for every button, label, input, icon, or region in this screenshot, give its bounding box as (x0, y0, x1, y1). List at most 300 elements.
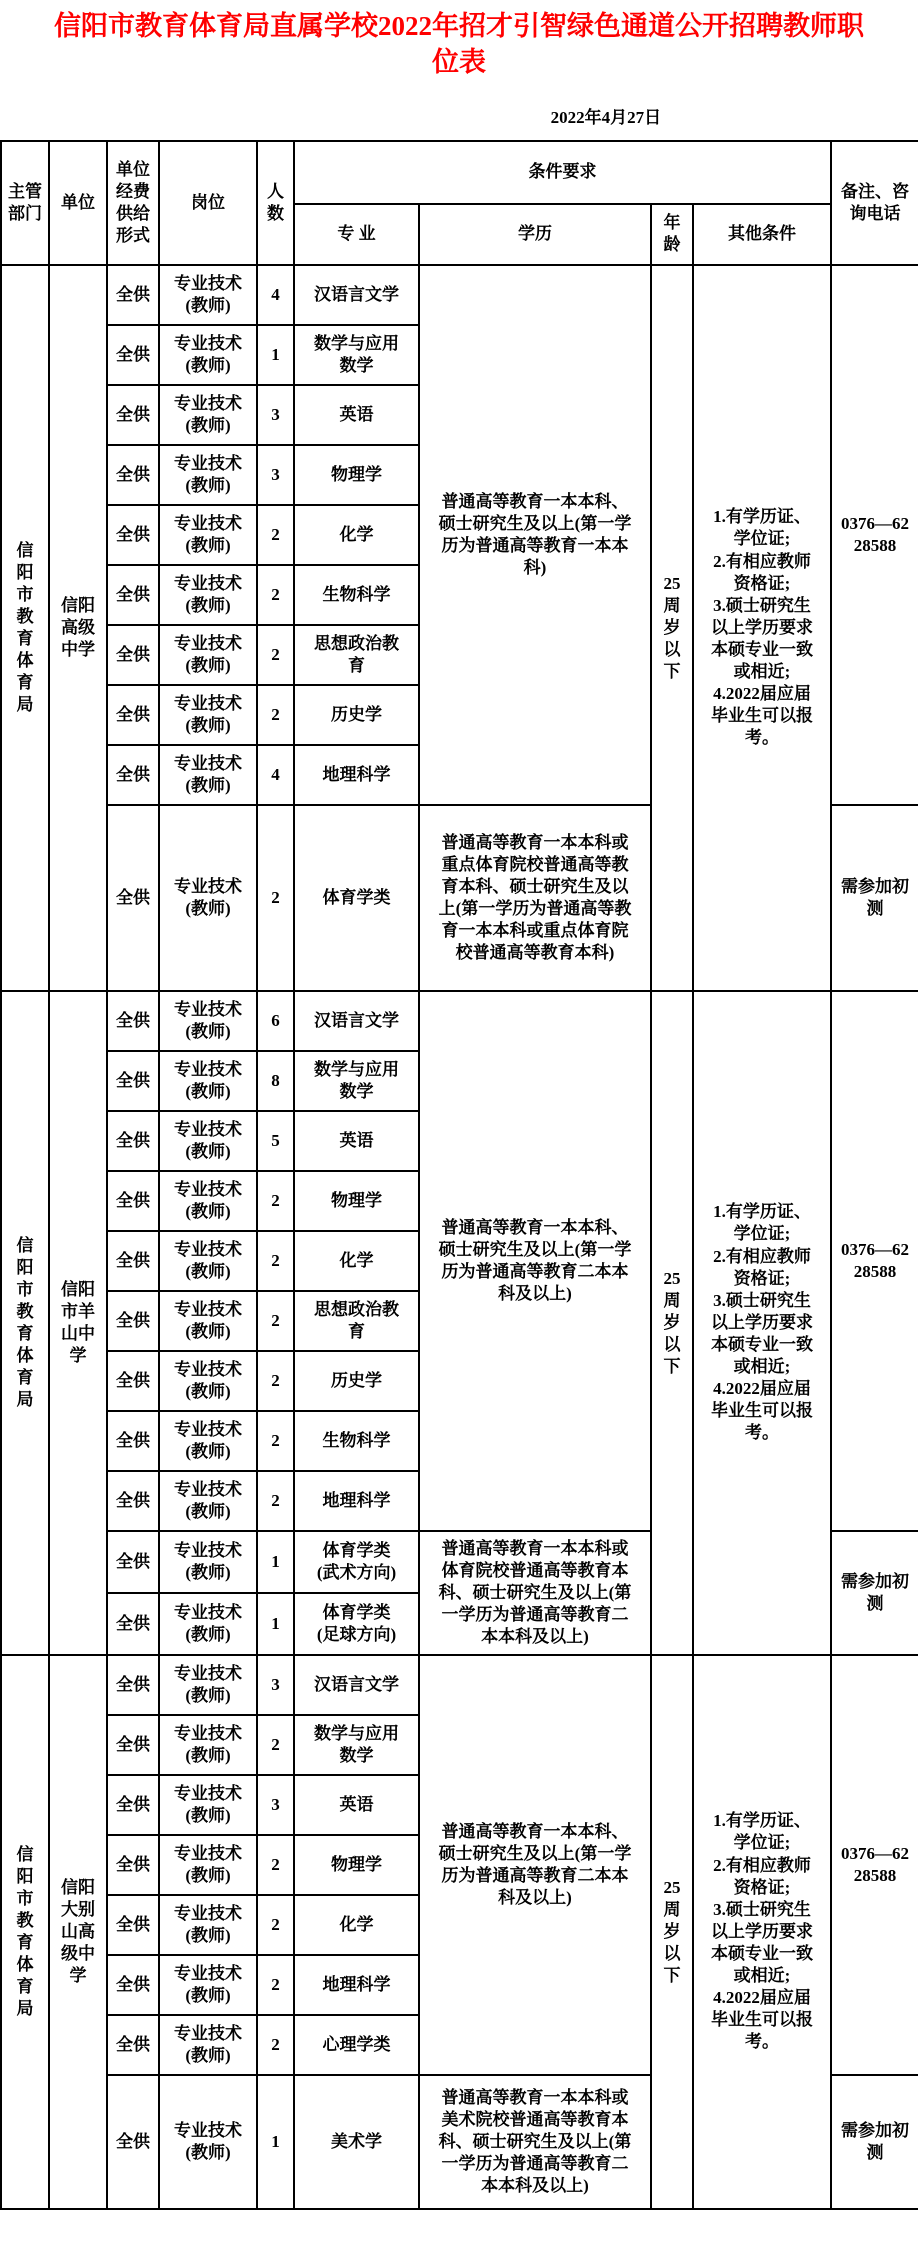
cell-post-text: 专业技术(教师) (174, 1419, 242, 1461)
cell-education (419, 1655, 651, 2075)
cell-major (294, 1231, 419, 1291)
cell-post-text: 专业技术(教师) (174, 1602, 242, 1644)
col-header-age-text: 年龄 (663, 213, 681, 255)
cell-funding-text: 全供 (116, 344, 150, 364)
cell-education (419, 805, 651, 991)
condition-line: 考。 (745, 1423, 779, 1443)
cell-post-text: 专业技术(教师) (174, 633, 242, 675)
table-row (1, 1655, 918, 1715)
cell-count (257, 505, 294, 565)
cell-post (159, 1835, 257, 1895)
cell-major (294, 1531, 419, 1593)
cell-major (294, 1593, 419, 1655)
cell-post-text: 专业技术(教师) (174, 1540, 242, 1582)
cell-count-text: 1 (271, 2131, 280, 2151)
cell-funding (107, 1955, 159, 2015)
cell-post (159, 1531, 257, 1593)
cell-funding-text: 全供 (116, 1310, 150, 1330)
cell-major-text: 思想政治教育 (314, 633, 399, 675)
cell-other-conditions-text (704, 1201, 820, 1444)
cell-post (159, 505, 257, 565)
cell-major-text: 心理学类 (322, 2034, 391, 2054)
cell-education (419, 1531, 651, 1655)
cell-funding-text: 全供 (116, 764, 150, 784)
cell-major-text: 化学 (339, 524, 374, 544)
cell-count (257, 991, 294, 1051)
cell-major-text: 地理科学 (322, 1490, 391, 1510)
cell-count-text: 2 (271, 1734, 280, 1754)
cell-count (257, 1411, 294, 1471)
cell-count-text: 2 (271, 704, 280, 724)
cell-major (294, 1775, 419, 1835)
cell-count-text: 2 (271, 1190, 280, 1210)
cell-major (294, 685, 419, 745)
cell-unit-text: 信阳市羊山中学 (61, 1279, 95, 1365)
cell-funding (107, 1351, 159, 1411)
cell-major (294, 325, 419, 385)
cell-funding (107, 445, 159, 505)
cell-post-text: 专业技术(教师) (174, 333, 242, 375)
cell-post-text: 专业技术(教师) (174, 273, 242, 315)
cell-funding-text: 全供 (116, 1674, 150, 1694)
cell-funding (107, 745, 159, 805)
cell-major-text: 思想政治教育 (314, 1299, 399, 1341)
cell-major (294, 1051, 419, 1111)
cell-funding-text: 全供 (116, 704, 150, 724)
cell-major-text: 英语 (339, 1130, 374, 1150)
cell-post-text: 专业技术(教师) (174, 1783, 242, 1825)
cell-major (294, 1835, 419, 1895)
cell-funding (107, 385, 159, 445)
cell-major (294, 565, 419, 625)
cell-count-text: 6 (271, 1010, 280, 1030)
condition-line: 3.硕士研究生 (713, 1899, 811, 1919)
cell-major-text: 生物科学 (322, 584, 391, 604)
col-header-other-text: 其他条件 (728, 224, 796, 244)
cell-count (257, 1593, 294, 1655)
cell-post-text: 专业技术(教师) (174, 1239, 242, 1281)
cell-post (159, 1715, 257, 1775)
cell-funding (107, 1471, 159, 1531)
cell-count (257, 445, 294, 505)
cell-unit (49, 991, 107, 1655)
col-header-unit (49, 141, 107, 265)
col-header-dept (1, 141, 49, 265)
cell-education-text: 普通高等教育一本本科或重点体育院校普通高等教育本科、硕士研究生及以上(第一学历为普通高等教育一本本科或重点体育院校普通高等教育本科) (438, 832, 632, 963)
condition-line: 毕业生可以报 (711, 706, 813, 726)
cell-funding-text: 全供 (116, 1974, 150, 1994)
cell-count (257, 1895, 294, 1955)
cell-education-text: 普通高等教育一本本科、硕士研究生及以上(第一学历为普通高等教育一本本科) (438, 491, 632, 577)
cell-age-text: 25周岁以下 (663, 1268, 681, 1377)
cell-funding-text: 全供 (116, 404, 150, 424)
cell-post-text: 专业技术(教师) (174, 393, 242, 435)
cell-funding-text: 全供 (116, 1070, 150, 1090)
cell-funding (107, 991, 159, 1051)
cell-funding (107, 2075, 159, 2209)
cell-funding-text: 全供 (116, 2034, 150, 2054)
positions-tbody (1, 265, 918, 2209)
condition-line: 2.有相应教师 (713, 1246, 811, 1266)
cell-count (257, 1231, 294, 1291)
cell-funding (107, 1775, 159, 1835)
cell-count (257, 1291, 294, 1351)
cell-post (159, 991, 257, 1051)
cell-post-text: 专业技术(教师) (174, 453, 242, 495)
cell-funding-text: 全供 (116, 524, 150, 544)
cell-funding (107, 1231, 159, 1291)
cell-post (159, 1655, 257, 1715)
cell-funding (107, 505, 159, 565)
cell-funding-text: 全供 (116, 1010, 150, 1030)
cell-count-text: 3 (271, 1674, 280, 1694)
cell-count (257, 565, 294, 625)
cell-education (419, 265, 651, 805)
cell-major (294, 385, 419, 445)
cell-dept (1, 1655, 49, 2209)
cell-post (159, 1593, 257, 1655)
cell-funding-text: 全供 (116, 1370, 150, 1390)
condition-line: 3.硕士研究生 (713, 595, 811, 615)
cell-count (257, 1111, 294, 1171)
table-row (1, 265, 918, 325)
condition-line: 毕业生可以报 (711, 1401, 813, 1421)
cell-major (294, 2075, 419, 2209)
cell-major (294, 445, 419, 505)
cell-major-text: 物理学 (331, 464, 382, 484)
cell-education-text: 普通高等教育一本本科或体育院校普通高等教育本科、硕士研究生及以上(第一学历为普通高等教育二本本科及以上) (438, 1538, 632, 1647)
cell-post (159, 1351, 257, 1411)
cell-post (159, 625, 257, 685)
cell-unit-text: 信阳高级中学 (61, 595, 95, 659)
cell-funding-text: 全供 (116, 1130, 150, 1150)
cell-major (294, 1715, 419, 1775)
cell-major (294, 625, 419, 685)
cell-funding-text: 全供 (116, 644, 150, 664)
date-line: 2022年4月27日 (550, 107, 662, 127)
cell-funding (107, 2015, 159, 2075)
cell-funding-text: 全供 (116, 1794, 150, 1814)
cell-funding (107, 1895, 159, 1955)
cell-remark (831, 1531, 918, 1655)
cell-remark (831, 2075, 918, 2209)
cell-funding (107, 1171, 159, 1231)
cell-post-text: 专业技术(教师) (174, 1663, 242, 1705)
cell-funding (107, 1051, 159, 1111)
job-table (0, 140, 918, 2210)
cell-major (294, 505, 419, 565)
cell-post-text: 专业技术(教师) (174, 1179, 242, 1221)
cell-major-text: 数学与应用数学 (314, 1723, 399, 1765)
cell-post (159, 1895, 257, 1955)
cell-remark (831, 265, 918, 805)
cell-dept (1, 265, 49, 991)
condition-line: 以上学历要求 (711, 1921, 813, 1941)
cell-post (159, 1411, 257, 1471)
col-header-dept-text: 主管部门 (8, 181, 42, 223)
cell-count-text: 5 (271, 1130, 280, 1150)
cell-post-text: 专业技术(教师) (174, 1843, 242, 1885)
cell-count (257, 325, 294, 385)
cell-count (257, 1351, 294, 1411)
cell-count-text: 8 (271, 1070, 280, 1090)
col-header-requirements-text: 条件要求 (528, 162, 597, 182)
cell-dept-text: 信阳市教育体育局 (16, 540, 34, 715)
cell-post-text: 专业技术(教师) (174, 999, 242, 1041)
cell-unit (49, 265, 107, 991)
cell-count (257, 1531, 294, 1593)
cell-funding-text: 全供 (116, 1551, 150, 1571)
cell-post (159, 685, 257, 745)
cell-major-text: 物理学 (331, 1190, 382, 1210)
cell-age-text: 25周岁以下 (663, 1877, 681, 1986)
cell-post-text: 专业技术(教师) (174, 693, 242, 735)
condition-line: 2.有相应教师 (713, 551, 811, 571)
cell-funding (107, 805, 159, 991)
condition-line: 或相近; (733, 1966, 791, 1986)
cell-post-text: 专业技术(教师) (174, 2120, 242, 2162)
col-header-major (294, 204, 419, 265)
cell-other-conditions (693, 991, 831, 1655)
cell-funding-text: 全供 (116, 1854, 150, 1874)
cell-remark-text: 需参加初测 (841, 1571, 909, 1613)
cell-major-text: 英语 (339, 404, 374, 424)
cell-post-text: 专业技术(教师) (174, 1299, 242, 1341)
cell-remark (831, 805, 918, 991)
cell-funding (107, 1291, 159, 1351)
cell-funding-text: 全供 (116, 1430, 150, 1450)
cell-count-text: 2 (271, 524, 280, 544)
col-header-count-text: 人数 (267, 181, 284, 223)
cell-count (257, 1471, 294, 1531)
cell-count (257, 1655, 294, 1715)
cell-post-text: 专业技术(教师) (174, 753, 242, 795)
condition-line: 1.有学历证、 (713, 1811, 811, 1831)
cell-count-text: 4 (271, 764, 280, 784)
condition-line: 2.有相应教师 (713, 1855, 811, 1875)
condition-line: 资格证; (733, 1877, 791, 1897)
cell-post-text: 专业技术(教师) (174, 2023, 242, 2065)
cell-post-text: 专业技术(教师) (174, 1723, 242, 1765)
cell-dept-text: 信阳市教育体育局 (16, 1235, 34, 1410)
condition-line: 考。 (745, 728, 779, 748)
col-header-unit-text: 单位 (61, 192, 95, 212)
cell-other-conditions (693, 265, 831, 991)
cell-funding-text: 全供 (116, 1613, 150, 1633)
condition-line: 本硕专业一致 (711, 1943, 813, 1963)
condition-line: 考。 (745, 2032, 779, 2052)
cell-count (257, 385, 294, 445)
cell-funding (107, 1531, 159, 1593)
cell-funding-text: 全供 (116, 1490, 150, 1510)
cell-funding (107, 1593, 159, 1655)
cell-post (159, 1775, 257, 1835)
cell-count (257, 685, 294, 745)
cell-remark-text: 0376—6228588 (841, 1239, 909, 1281)
cell-major (294, 805, 419, 991)
cell-count-text: 2 (271, 1974, 280, 1994)
condition-line: 毕业生可以报 (711, 2010, 813, 2030)
cell-funding (107, 625, 159, 685)
cell-count-text: 2 (271, 1370, 280, 1390)
cell-post (159, 265, 257, 325)
table-row (1, 991, 918, 1051)
cell-count-text: 2 (271, 644, 280, 664)
cell-remark-text: 需参加初测 (841, 876, 909, 918)
cell-major-text: 英语 (339, 1794, 374, 1814)
condition-line: 本硕专业一致 (711, 1334, 813, 1354)
cell-major (294, 1351, 419, 1411)
cell-age (651, 265, 693, 991)
cell-major-text: 历史学 (331, 704, 382, 724)
condition-line: 学位证; (733, 529, 791, 549)
condition-line: 或相近; (733, 662, 791, 682)
cell-major (294, 1411, 419, 1471)
cell-post (159, 445, 257, 505)
cell-post (159, 1955, 257, 2015)
cell-major (294, 745, 419, 805)
cell-post (159, 1231, 257, 1291)
cell-funding-text: 全供 (116, 1190, 150, 1210)
cell-post (159, 1291, 257, 1351)
cell-major (294, 1471, 419, 1531)
cell-funding-text: 全供 (116, 584, 150, 604)
cell-count (257, 625, 294, 685)
cell-count (257, 1171, 294, 1231)
col-header-requirements (294, 141, 831, 204)
cell-funding (107, 1835, 159, 1895)
cell-major-text: 汉语言文学 (314, 284, 399, 304)
cell-post-text: 专业技术(教师) (174, 1119, 242, 1161)
cell-age-text: 25周岁以下 (663, 573, 681, 682)
cell-funding-text: 全供 (116, 1914, 150, 1934)
cell-post-text: 专业技术(教师) (174, 1479, 242, 1521)
cell-post (159, 565, 257, 625)
col-header-post (159, 141, 257, 265)
cell-major-text: 美术学 (331, 2131, 382, 2151)
cell-count-text: 2 (271, 1430, 280, 1450)
cell-other-conditions (693, 1655, 831, 2209)
cell-funding (107, 1715, 159, 1775)
cell-major (294, 265, 419, 325)
cell-major (294, 2015, 419, 2075)
cell-dept (1, 991, 49, 1655)
cell-major-text: 数学与应用数学 (314, 1059, 399, 1101)
cell-major-text: 地理科学 (322, 1974, 391, 1994)
cell-post (159, 805, 257, 991)
cell-funding-text: 全供 (116, 284, 150, 304)
condition-line: 3.硕士研究生 (713, 1290, 811, 1310)
cell-count-text: 1 (271, 1613, 280, 1633)
cell-funding (107, 325, 159, 385)
cell-count (257, 1955, 294, 2015)
cell-major (294, 1171, 419, 1231)
cell-post-text: 专业技术(教师) (174, 1059, 242, 1101)
cell-major (294, 1291, 419, 1351)
cell-count (257, 2075, 294, 2209)
cell-major (294, 991, 419, 1051)
condition-line: 1.有学历证、 (713, 1202, 811, 1222)
cell-funding (107, 565, 159, 625)
cell-funding (107, 1111, 159, 1171)
cell-major-text: 汉语言文学 (314, 1674, 399, 1694)
cell-remark-text: 0376—6228588 (841, 1843, 909, 1885)
condition-line: 学位证; (733, 1833, 791, 1853)
cell-education-text: 普通高等教育一本本科、硕士研究生及以上(第一学历为普通高等教育二本本科及以上) (438, 1821, 632, 1907)
cell-count-text: 3 (271, 464, 280, 484)
cell-major (294, 1655, 419, 1715)
cell-major-text: 体育学类 (322, 887, 391, 907)
cell-major-text: 物理学 (331, 1854, 382, 1874)
col-header-age (651, 204, 693, 265)
col-header-count (257, 141, 294, 265)
table-header (1, 141, 918, 265)
cell-remark (831, 991, 918, 1531)
page-title: 信阳市教育体育局直属学校2022年招才引智绿色通道公开招聘教师职位表 (54, 11, 864, 78)
cell-major (294, 1895, 419, 1955)
cell-post (159, 1471, 257, 1531)
cell-post-text: 专业技术(教师) (174, 1359, 242, 1401)
cell-post-text: 专业技术(教师) (174, 876, 242, 918)
cell-count-text: 2 (271, 1310, 280, 1330)
cell-funding (107, 685, 159, 745)
cell-funding-text: 全供 (116, 1734, 150, 1754)
cell-post (159, 2015, 257, 2075)
condition-line: 或相近; (733, 1357, 791, 1377)
cell-count (257, 2015, 294, 2075)
cell-education (419, 2075, 651, 2209)
cell-major-text: 历史学 (331, 1370, 382, 1390)
cell-post (159, 1051, 257, 1111)
condition-line: 4.2022届应届 (713, 1379, 811, 1399)
condition-line: 以上学历要求 (711, 617, 813, 637)
cell-funding-text: 全供 (116, 464, 150, 484)
cell-major (294, 1111, 419, 1171)
col-header-other (693, 204, 831, 265)
cell-education (419, 991, 651, 1531)
cell-count-text: 2 (271, 887, 280, 907)
cell-education-text: 普通高等教育一本本科或美术院校普通高等教育本科、硕士研究生及以上(第一学历为普通高等教育二本本科及以上) (438, 2087, 632, 2196)
cell-major (294, 1955, 419, 2015)
cell-count (257, 1051, 294, 1111)
cell-count-text: 2 (271, 1250, 280, 1270)
cell-post-text: 专业技术(教师) (174, 573, 242, 615)
cell-education-text: 普通高等教育一本本科、硕士研究生及以上(第一学历为普通高等教育二本本科及以上) (438, 1217, 632, 1303)
condition-line: 以上学历要求 (711, 1312, 813, 1332)
condition-line: 学位证; (733, 1224, 791, 1244)
cell-post (159, 1111, 257, 1171)
cell-count (257, 1775, 294, 1835)
col-header-major-text: 专 业 (337, 224, 376, 244)
cell-post (159, 745, 257, 805)
cell-count (257, 1835, 294, 1895)
col-header-post-text: 岗位 (191, 192, 225, 212)
condition-line: 4.2022届应届 (713, 684, 811, 704)
cell-age (651, 991, 693, 1655)
cell-count-text: 2 (271, 1854, 280, 1874)
cell-major-text: 生物科学 (322, 1430, 391, 1450)
cell-count-text: 2 (271, 1914, 280, 1934)
cell-unit-text: 信阳大别山高级中学 (61, 1877, 95, 1986)
condition-line: 本硕专业一致 (711, 639, 813, 659)
cell-count-text: 2 (271, 2034, 280, 2054)
cell-post-text: 专业技术(教师) (174, 1903, 242, 1945)
cell-count-text: 4 (271, 284, 280, 304)
col-header-funding-text: 单位经费供给形式 (116, 159, 150, 245)
col-header-education (419, 204, 651, 265)
cell-count-text: 1 (271, 1551, 280, 1571)
cell-other-conditions-text (704, 506, 820, 749)
